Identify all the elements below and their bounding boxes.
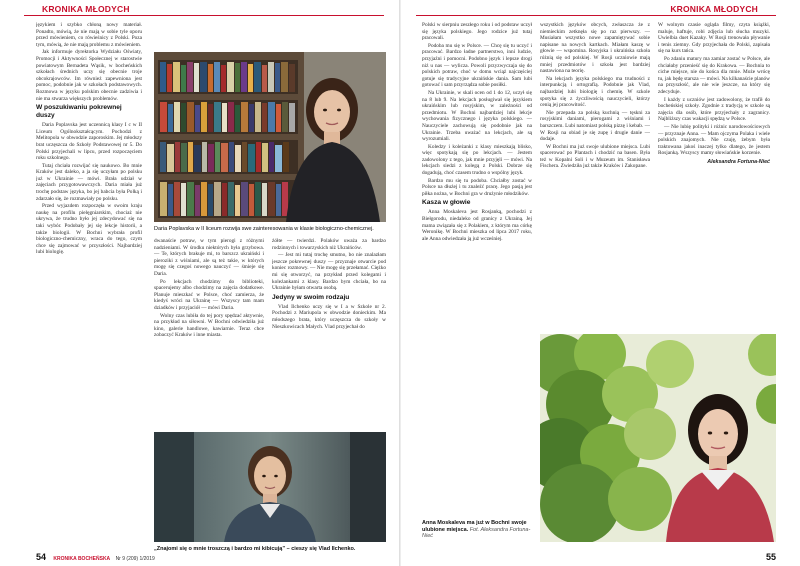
section-title-left: KRONIKA MŁODYCH <box>42 4 130 14</box>
section-rule-right <box>416 15 776 16</box>
paragraph: Tutaj chciała rozwijać się naukowo. Bo mnie Kraków jest daleko, a ja się uczyłam po polsku już w Ukrainie — mówi. Brała udział w zajęciach przygotowawczych. Daria miała już trochę podstaw języka, bo jej babcia była Polką i zdarzało się, że rozmawiały po polsku. <box>36 162 142 202</box>
text-column-5 <box>422 22 532 542</box>
paragraph: Daria Poplavska jest uczennicą klasy I c w II Liceum Ogólnokształcącym. Pochodzi z Melitopola w obwodzie zaporoskim. Jej młodszy brat uczęszcza do Szkoły Podstawowej nr 5. Do Polski przyjechali w lipcu, przed rozpoczęciem roku szkolnego. <box>36 122 142 162</box>
photo-daria <box>154 52 386 222</box>
magazine-name: KRONIKA BOCHEŃSKA <box>53 556 111 562</box>
subheading-kasza-w-glowie: Kasza w głowie <box>422 199 471 207</box>
paragraph: Jak informuje dyrektorka Wydziału Oświaty, Promocji i Aktywności Społecznej w starostwie powiatowym Bernadeta Wąsik, w bocheńskich szkołach średnich uczy się obecnie troje obcokrajowców. Im również zapewniona jest pomoc, podobnie jak w szkołach podstawowych. Rozmowa w języku polskim obecnie zadziwia i nie ma stwarza większych problemów. <box>36 49 142 102</box>
text-column-6 <box>540 22 650 322</box>
photo-anna-caption-text: Anna Moskaleva ma już w Bochni swoje ulubione miejsca. <box>422 520 527 533</box>
paragraph: — Jest mi tutaj trochę smutno, bo nie znalazłam jeszcze pokrewnej duszy — przyznaje otwarcie pod koniec rozmowy. — Nie mogę się przełamać. Ciężko mi się otworzyć, na przykład przed kolegami i koleżankami z klasy. Bardzo bym chciała, bo na Ukrainie byłam otwarta osobą. <box>272 252 386 292</box>
folio-left <box>36 552 155 562</box>
photo-daria-image <box>154 52 386 222</box>
paragraph: W Bochni ma już swoje ulubione miejsca. Lubi spacerować po Plantach i chodzić na basen. Była też w Kopalni Soli i w Muzeum im. Stanisława Fischera. Zwiedziła już także Kraków i Zakopane. <box>540 143 650 170</box>
paragraph: Wolny czas lubiła do tej pory spędzać aktywnie, na przykład na siłowni. W Bochni odwiedziła już kino, galerie handlowe, kawiarnie. Teraz chce zobaczyć Kraków i inne miasta. <box>154 312 264 339</box>
issue-number: Nr 9 (209) 1/2019 <box>115 556 155 562</box>
paragraph: Bardzo mu się tu podoba. Chciałby zostać w Polsce na dłużej i tu znaleźć pracę. Jego pasją jest piłka nożna, w Bochni gra w drużynie młodzików. <box>422 177 532 197</box>
text-column-1 <box>36 22 142 542</box>
paragraph: Podoba mu się w Polsce. — Chcę się tu uczyć i pracować. Bardzo ładne partnerstwo, inni ludzie, przyjaźni i pomocni. Podobno język i lepsze drogi niż u nas — wylicza. Powoli przyzwyczaja się do polskich potraw, choć w domu wciąż najczęściej gotuje się tradycyjne ukraińskie dania. Sam lubi gotować i sam przyrządza sobie posiłki. <box>422 42 532 89</box>
photo-anna-image <box>540 334 776 542</box>
text-column-4 <box>272 238 386 428</box>
subheading-one-of-a-kind: Jedyny w swoim rodzaju <box>272 293 350 301</box>
paragraph: Po lekcjach chodzimy do biblioteki, spacerujemy albo chodzimy na zajęcia dodatkowe. Planuje mieszkać w Polsce, choć zamierza, że kiedyś wróci na Ukrainę — Wszyscy tam mam dziadków i przyjaciół — mówi Daria. <box>154 278 264 311</box>
page-number-left: 54 <box>36 552 47 562</box>
folio-right <box>766 552 776 562</box>
page-gutter <box>399 0 401 566</box>
photo-vlad-caption: „Znajomi się o mnie troszczą i bardzo mi kibicują” – cieszy się Vlad Ilchenko. <box>154 546 356 552</box>
paragraph: Nie przepada za polską kuchnią — tęskni za rosyjskimi daniami, pierogami z wiśniami i barszczem. Lubi natomiast polską pizzę i kebab. — W Rosji na obiad je się zupę i drugie danie — dodaje. <box>540 109 650 143</box>
paragraph: Na lekcjach języka polskiego ma trudności z interpunkcją i ortografią. Podobnie jak Vlad, najbardziej lubi biologię i chemię. W szkole spotyka się z życzliwością nauczycieli, którzy cenią jej pracowitość. <box>540 75 650 109</box>
page-number-right: 55 <box>765 552 776 562</box>
paragraph: Na Ukrainie, w skali ocen od 1 do 12, uczył się na 8 lub 9. Na lekcjach posługiwał się językiem ukraińskim lub rosyjskim, w zależności od przedmiotu. W Bochni najbardziej lubi lekcje wychowania fizycznego i języka polskiego. — Nauczyciele zachowują się podobnie jak na Ukrainie. Trzeba uważać na lekcjach, ale są wyrozumiali. <box>422 89 532 143</box>
paragraph: — Nie lubię polityki i różnic narodowościowych — przyznaje Anna. — Mam ojczyma Polaka i wiele polskich znajomych. Nie czuję, żebym była traktowana jakoś inaczej tylko dlatego, że jestem Rosjanką. Wszyscy mamy słowiańskie korzenie. <box>658 123 770 157</box>
text-column-3 <box>154 238 264 428</box>
photo-credit: Fot. Aleksandra Fortuna-Nieć <box>422 526 531 540</box>
paragraph: Polski w sierpniu zeszłego roku i od podstaw uczył się języka polskiego. Jego rodzice już tutaj pracowali. <box>422 22 532 42</box>
photo-vlad-image <box>154 432 386 542</box>
paragraph: Po zdaniu matury ma zamiar zostać w Polsce, ale chciałaby przenieść się do Krakowa. — Bochnia to ciche miejsce, nie do końca dla mnie. Może wrócę tu, jak będę starsza — mówi. Na kilkanaście planów na przyszłość, ale nie wie jeszcze, na który się zdecyduje. <box>658 55 770 95</box>
photo-anna-caption <box>422 520 534 540</box>
paragraph: dwanaście potraw, w tym pierogi z różnymi nadzieniami. W środku niektórych była grzybowa. — Te, których brakuje mi, to barszcz ukraiński i pieroziki z wiśniami, ale są też takie, w których mogę się czegoś nowego nauczyć — śmieje się Daria. <box>154 238 264 277</box>
author-byline: Aleksandra Fortuna-Nieć <box>707 158 770 165</box>
paragraph: Koledzy i koleżanki z klasy mieszkają blisko, więc spotykają się po lekcjach. — Jestem zadowolony z tego, jak mnie przyjęli — mówi. Na lekcjach siedzi z kolegą z Polski. Dobrze się dogadują, choć czasem trudno o wspólny język. <box>422 143 532 177</box>
paragraph: Vlad Ilchenko uczy się w I a w Szkole nr 2. Pochodzi z Mariupola w obwodzie donieckim. Ma młodszego brata, który uczęszcza do szkoły w Nieszkowicach Małych. Vlad przyjechał do <box>272 303 386 330</box>
photo-anna <box>540 334 776 542</box>
photo-vlad <box>154 432 386 542</box>
section-rule-left <box>24 15 384 16</box>
paragraph: żółte — twierdzi. Polaków uważa za bardzo rodzinnych i towarzyskich niż Ukraińców. <box>272 238 386 251</box>
section-title-right: KRONIKA MŁODYCH <box>670 4 758 14</box>
text-column-7 <box>658 22 770 322</box>
paragraph: językiem i szybko chłoną nowy materiał. Ponadto, mówią, że nie mają w sobie tyle oporu przed mówieniem, co rówieśnicy z Polski. Poza tym, mówią, że nie mają problemu z mówieniem. <box>36 22 142 48</box>
paragraph: I każdy z uczniów jest zadowolony, że trafił do bocheńskiej szkoły. Zgodnie z tradycją w szkole są zajęcia dla osób, które przyjechały z zagranicy. Najbliższy czas wakacji spędzą w Polsce. <box>658 96 770 123</box>
paragraph: W wolnym czasie ogląda filmy, czyta książki, maluje, haftuje, robi zdjęcia lub słucha muzyki. Uwielbia duet Kazaky. W Rosji trenowała pływanie i tenis ziemny. Gdy przyjechała do Polski, zapisała się na kurs tańca. <box>658 22 770 55</box>
paragraph: Przed wyjazdem rozpoczęła w swoim kraju naukę na profilu pielęgniarskim, chociaż nie ukrywa, że trudno było jej zdecydować się na taki wybór. Podobały jej się lekcje historii, a także biologii. W Bochni wybrała profil biologiczno-chemiczny, wraca do tego, czym chce się zajmować w przyszłości. Najbardziej lubi biologię. <box>36 203 142 256</box>
paragraph: Anna Moskaleva jest Rosjanką, pochodzi z Biełgorodu, niedaleko od granicy z Ukrainą. Jej mama związała się z Polakiem, z którym ma córkę Weronikę. W Bochni mieszka od lipca 2017 roku, ale Anna odwiedzała ją już wcześniej. <box>422 209 532 242</box>
subheading-kindred-spirit: W poszukiwaniu pokrewnej duszy <box>36 104 122 120</box>
photo-daria-caption: Daria Poplavska w II liceum rozwija swe zainteresowania w klasie biologiczno-chemicznej. <box>154 226 374 232</box>
paragraph: wszystkich języków obcych, zwłaszcza że z niemieckim zetknęła się po raz pierwszy. — Musiałam wszystko nowe zapamiętywać sobie napisane na nowych kartkach. Miałam kaszę w głowie — wspomina. Rosyjska i ukraińska szkoła różnią się od polskiej. W Rosji uczniowie mają mniej przedmiotów i szkoła jest bardziej nastawiona na teorię. <box>540 22 650 75</box>
